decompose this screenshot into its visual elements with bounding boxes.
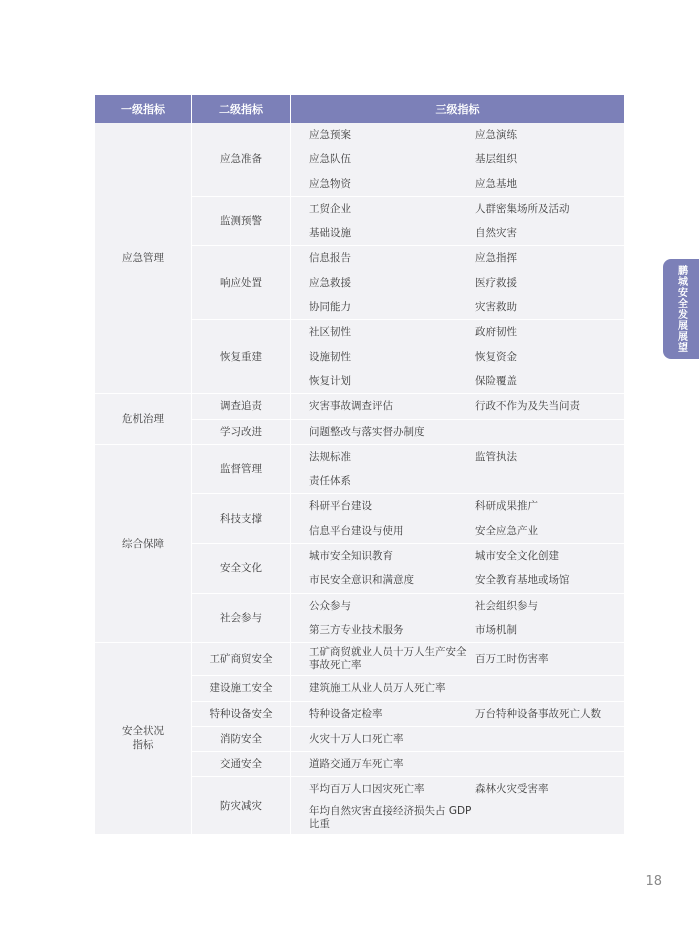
- level3-item-row: [291, 752, 624, 776]
- level3-item-row: [291, 519, 624, 543]
- level3-item: 设施韧性: [309, 350, 351, 363]
- level3-item: [475, 469, 624, 493]
- level3-item: 医疗救援: [475, 276, 517, 289]
- table-header-row: [95, 95, 624, 123]
- level2-cell: [192, 494, 291, 544]
- level3-item-row: [291, 594, 624, 618]
- table-row: [95, 445, 624, 495]
- level3-item: 灾害救助: [475, 301, 517, 314]
- table-row: [95, 643, 624, 676]
- header-level3: 三级指标: [291, 95, 624, 123]
- level3-item: 政府韧性: [475, 326, 517, 339]
- level2-cell: [192, 544, 291, 594]
- level2-label: 特种设备安全: [209, 707, 273, 720]
- level3-item: 应急队伍: [309, 153, 351, 166]
- level3-item: 科研成果推广: [475, 500, 538, 513]
- level3-item: 恢复资金: [475, 350, 517, 363]
- level2-label: 交通安全: [220, 758, 262, 771]
- level3-item: 安全应急产业: [475, 524, 538, 537]
- level3-item-row: [291, 494, 624, 518]
- level3-item-row: [291, 618, 624, 642]
- level3-item: 应急物资: [309, 177, 351, 190]
- level3-item: 应急基地: [475, 177, 517, 190]
- page-number: 18: [645, 874, 662, 889]
- level1-label: 危机治理: [122, 413, 164, 426]
- level3-item: 基层组织: [475, 153, 517, 166]
- level1-label: 应急管理: [122, 252, 164, 265]
- level3-item: 市场机制: [475, 623, 517, 636]
- level3-cell: [291, 727, 624, 752]
- level3-item-row: [291, 369, 624, 393]
- level3-cell: [291, 246, 624, 320]
- level3-item: 应急救援: [309, 276, 351, 289]
- level3-item-row: [291, 445, 624, 469]
- level1-label: 安全状况 指标: [122, 725, 164, 752]
- level3-item: 年均自然灾害直接经济损失占 GDP 比重: [309, 804, 472, 830]
- level3-item-row: [291, 568, 624, 592]
- level3-item: 社会组织参与: [475, 599, 538, 612]
- level2-label: 社会参与: [220, 611, 262, 624]
- level3-item: 应急指挥: [475, 252, 517, 265]
- level2-label: 科技支撑: [220, 512, 262, 525]
- level3-item-row: [291, 172, 624, 196]
- level3-item: 监管执法: [475, 450, 517, 463]
- level3-item-row: [291, 394, 624, 418]
- level2-label: 监督管理: [220, 463, 262, 476]
- level3-item: [475, 676, 624, 700]
- level3-item: 建筑施工从业人员万人死亡率: [309, 682, 446, 695]
- level3-item: 问题整改与落实督办制度: [309, 425, 425, 438]
- level3-item: [475, 752, 624, 776]
- level1-cell: [95, 123, 192, 394]
- level2-cell: [192, 594, 291, 644]
- table-row: [95, 394, 624, 419]
- level2-label: 防灾减灾: [220, 799, 262, 812]
- level3-item: 森林火灾受害率: [475, 783, 549, 796]
- level3-item: 法规标准: [309, 450, 351, 463]
- level3-cell: [291, 320, 624, 394]
- header-level1: 一级指标: [95, 95, 192, 123]
- table-row: [95, 123, 624, 197]
- level3-item: 科研平台建设: [309, 500, 372, 513]
- level2-cell: [192, 394, 291, 419]
- level2-label: 工矿商贸安全: [209, 653, 273, 666]
- level3-item-row: [291, 147, 624, 171]
- level2-cell: [192, 246, 291, 320]
- level3-item: 灾害事故调查评估: [309, 400, 393, 413]
- level3-item: 行政不作为及失当问责: [475, 400, 580, 413]
- level3-item-row: [291, 643, 624, 675]
- level2-cell: [192, 320, 291, 394]
- level3-cell: [291, 702, 624, 727]
- level3-item: 工矿商贸就业人员十万人生产安全事故死亡率: [309, 646, 467, 672]
- level3-item: 恢复计划: [309, 374, 351, 387]
- level2-cell: [192, 420, 291, 445]
- level3-item: [475, 420, 624, 444]
- level3-item: 公众参与: [309, 599, 351, 612]
- level2-label: 学习改进: [220, 425, 262, 438]
- level3-item: 道路交通万车死亡率: [309, 758, 404, 771]
- level3-item-row: [291, 197, 624, 221]
- level2-cell: [192, 727, 291, 752]
- level3-item: 百万工时伤害率: [475, 652, 549, 665]
- level2-cell: [192, 445, 291, 495]
- level2-cell: [192, 752, 291, 777]
- level3-item: 协同能力: [309, 301, 351, 314]
- level3-item: 城市安全文化创建: [475, 550, 559, 563]
- level3-item-row: [291, 802, 624, 834]
- level3-cell: [291, 676, 624, 701]
- level3-cell: [291, 394, 624, 419]
- level2-label: 应急准备: [220, 153, 262, 166]
- level1-cell: [95, 643, 192, 834]
- level3-item: 应急预案: [309, 129, 351, 141]
- level3-cell: [291, 445, 624, 495]
- level2-label: 恢复重建: [220, 350, 262, 363]
- level3-item-row: [291, 727, 624, 751]
- level3-item-row: [291, 271, 624, 295]
- level2-label: 响应处置: [220, 276, 262, 289]
- level3-cell: [291, 777, 624, 834]
- level3-item-row: [291, 320, 624, 344]
- level3-cell: [291, 643, 624, 676]
- level3-item: 责任体系: [309, 475, 351, 488]
- level3-item-row: [291, 246, 624, 270]
- level3-cell: [291, 594, 624, 644]
- level3-item: 特种设备定检率: [309, 707, 383, 720]
- level2-label: 建设施工安全: [209, 682, 273, 695]
- level3-item-row: [291, 123, 624, 147]
- level3-item: 基础设施: [309, 227, 351, 240]
- level3-item-row: [291, 221, 624, 245]
- level2-cell: [192, 197, 291, 247]
- level3-item: 市民安全意识和满意度: [309, 574, 414, 587]
- level3-item-row: [291, 544, 624, 568]
- level2-cell: [192, 643, 291, 676]
- level2-cell: [192, 123, 291, 197]
- level3-item: 万台特种设备事故死亡人数: [475, 707, 601, 720]
- level3-item-row: [291, 777, 624, 801]
- level3-item: [475, 802, 624, 834]
- header-level2: 二级指标: [192, 95, 291, 123]
- level2-label: 消防安全: [220, 732, 262, 745]
- level3-item: 安全教育基地或场馆: [475, 574, 570, 587]
- level3-item-row: [291, 345, 624, 369]
- level3-item: 工贸企业: [309, 202, 351, 215]
- level3-cell: [291, 420, 624, 445]
- level3-item: 信息报告: [309, 252, 351, 265]
- side-tab-label: 鹏城安全发展展望: [675, 265, 687, 353]
- level3-item-row: [291, 702, 624, 726]
- level2-label: 安全文化: [220, 562, 262, 575]
- level3-item: 自然灾害: [475, 227, 517, 240]
- level3-cell: [291, 544, 624, 594]
- level3-item-row: [291, 295, 624, 319]
- level3-item: [475, 727, 624, 751]
- level3-item-row: [291, 676, 624, 700]
- chapter-side-tab[interactable]: [663, 259, 699, 359]
- level3-item: 人群密集场所及活动: [475, 202, 570, 215]
- level1-label: 综合保障: [122, 537, 164, 550]
- level3-item: 火灾十万人口死亡率: [309, 732, 404, 745]
- level1-cell: [95, 394, 192, 445]
- level2-cell: [192, 676, 291, 701]
- level3-item-row: [291, 420, 624, 444]
- indicator-table: [95, 95, 624, 835]
- level3-item: 第三方专业技术服务: [309, 623, 404, 636]
- level2-cell: [192, 777, 291, 834]
- level3-item: 应急演练: [475, 129, 517, 141]
- level3-item: 信息平台建设与使用: [309, 524, 404, 537]
- level3-item: 城市安全知识教育: [309, 550, 393, 563]
- level3-cell: [291, 494, 624, 544]
- level3-item: 保险覆盖: [475, 374, 517, 387]
- level3-item-row: [291, 469, 624, 493]
- level3-cell: [291, 752, 624, 777]
- level1-cell: [95, 445, 192, 643]
- level3-item: 社区韧性: [309, 326, 351, 339]
- level2-label: 监测预警: [220, 215, 262, 228]
- level3-cell: [291, 197, 624, 247]
- level2-cell: [192, 702, 291, 727]
- level3-item: 平均百万人口因灾死亡率: [309, 783, 425, 796]
- level3-cell: [291, 123, 624, 197]
- level2-label: 调查追责: [220, 400, 262, 413]
